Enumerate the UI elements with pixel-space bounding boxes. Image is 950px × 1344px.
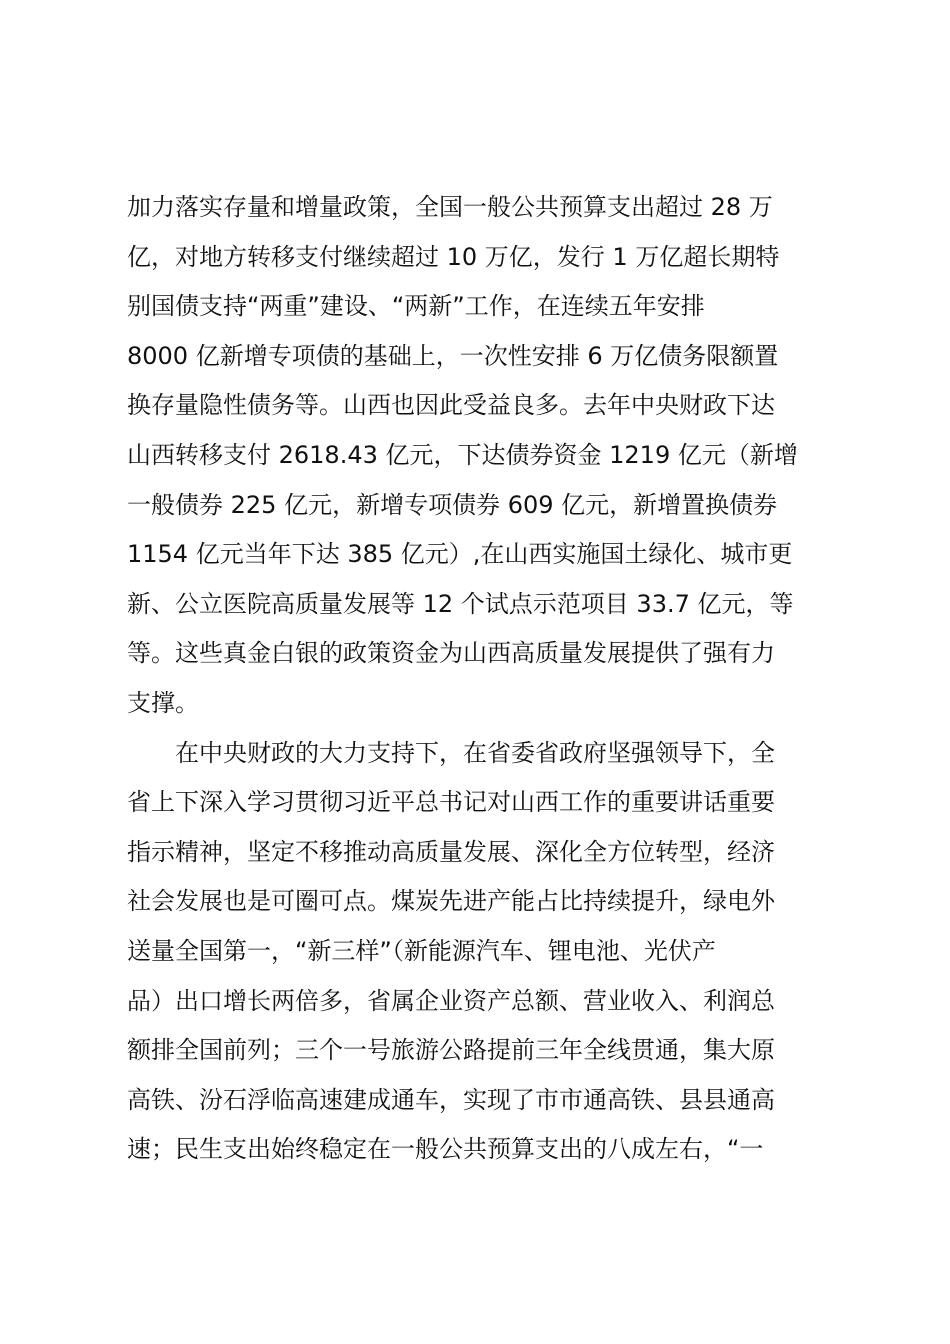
text-line: 山西转移支付 2618.43 亿元，下达债券资金 1219 亿元（新增 <box>127 440 798 469</box>
text-line: 换存量隐性债务等。山西也因此受益良多。去年中央财政下达 <box>127 391 775 420</box>
text-line: 送量全国第一，“新三样”（新能源汽车、锂电池、光伏产 <box>127 936 716 965</box>
text-line: 在中央财政的大力支持下，在省委省政府坚强领导下，全 <box>127 738 775 767</box>
text-line: 指示精神，坚定不移推动高质量发展、深化全方位转型，经济 <box>127 837 775 866</box>
text-line: 加力落实存量和增量政策，全国一般公共预算支出超过 28 万 <box>127 193 773 221</box>
text-line: 8000 亿新增专项债的基础上，一次性安排 6 万亿债务限额置 <box>127 341 779 370</box>
text-line: 亿，对地方转移支付继续超过 10 万亿，发行 1 万亿超长期特 <box>127 242 780 271</box>
body-text <box>127 183 837 1175</box>
text-line: 额排全国前列；三个一号旅游公路提前三年全线贯通，集大原 <box>127 1036 775 1065</box>
text-line: 别国债支持“两重”建设、“两新”工作，在连续五年安排 <box>127 292 705 321</box>
text-line: 高铁、汾石浮临高速建成通车，实现了市市通高铁、县县通高 <box>127 1085 775 1114</box>
text-line: 一般债券 225 亿元，新增专项债券 609 亿元，新增置换债券 <box>127 490 778 519</box>
text-line: 品）出口增长两倍多，省属企业资产总额、营业收入、利润总 <box>127 986 775 1015</box>
text-line: 省上下深入学习贯彻习近平总书记对山西工作的重要讲话重要 <box>127 788 775 817</box>
text-line: 速；民生支出始终稳定在一般公共预算支出的八成左右，“一 <box>127 1135 764 1164</box>
text-line: 支撑。 <box>127 688 199 717</box>
text-line: 1154 亿元当年下达 385 亿元）,在山西实施国土绿化、城市更 <box>127 540 793 569</box>
text-line: 社会发展也是可圈可点。煤炭先进产能占比持续提升，绿电外 <box>127 887 775 916</box>
text-line: 新、公立医院高质量发展等 12 个试点示范项目 33.7 亿元，等 <box>127 589 794 618</box>
text-line: 等。这些真金白银的政策资金为山西高质量发展提供了强有力 <box>127 639 775 668</box>
